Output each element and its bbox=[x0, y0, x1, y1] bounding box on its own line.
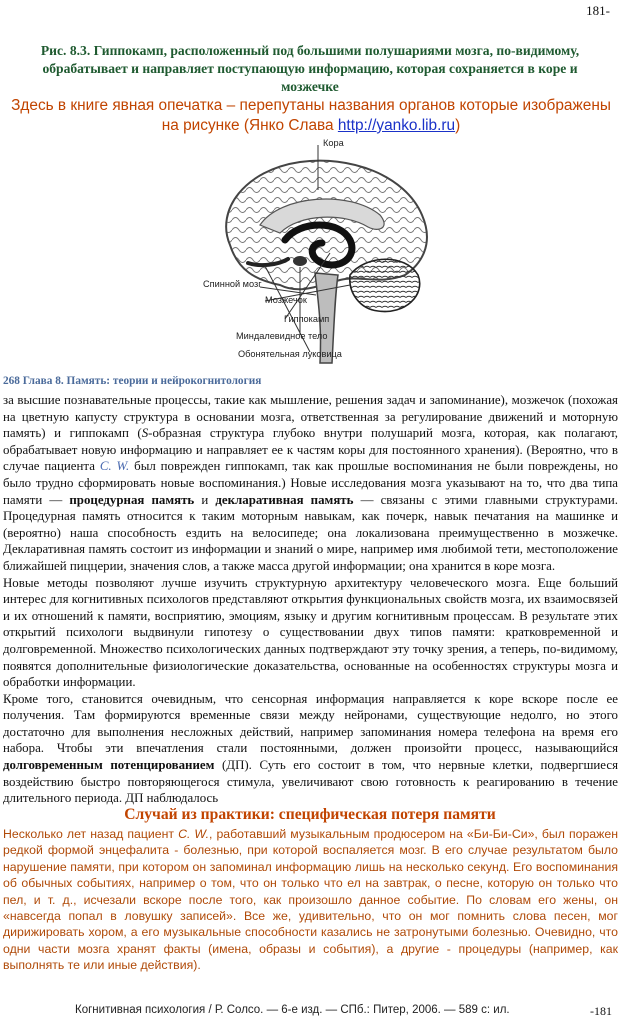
patient-name: С. W. bbox=[99, 459, 130, 474]
s-letter: S bbox=[141, 426, 149, 441]
body-text bbox=[3, 392, 618, 807]
case-study-text: Несколько лет назад пациент С. W., работавший музыкальным продюсером на «Би-Би-Си», был поражен редкой формой энцефалита - болезнью, при которой воспаляется мозг. В его случае результатом было нарушение памяти, при котором он запоминал информацию лишь на несколько секунд. Его воспоминания об обычных событиях, например о том, что он только что ел на завтрак, о песне, которую он только что пел, и т. д., исчезали вскоре после того, как произошло данное событие. По словам его жены, он «навсегда попал в ловушку записей». Все же, удивительно, что он мог помнить слова песен, мог дирижировать хором, а его музыкальные способности казались не затронутыми болезнью. Очевидно, что одни части мозга хранят факты (имена, образы и события), а другие - процедуры (например, как выполнять те или иные действия). bbox=[3, 827, 618, 973]
editor-note-close: ) bbox=[455, 117, 461, 134]
page-number-bottom: -181 bbox=[590, 1004, 612, 1018]
editor-note-text: Здесь в книге явная опечатка – перепутаны названия органов которые изображены на рисунке (Янко Слава bbox=[11, 97, 611, 134]
term-procedural-memory: процедурная память bbox=[69, 492, 195, 507]
cerebellum bbox=[350, 259, 420, 311]
label-olfactory-bulb: Обонятельная луковица bbox=[238, 349, 342, 359]
label-amygdala: Миндалевидное тело bbox=[236, 331, 328, 341]
editor-note bbox=[8, 96, 614, 136]
term-declarative-memory: декларативная память bbox=[215, 492, 354, 507]
label-cortex: Кора bbox=[323, 138, 344, 148]
source-link[interactable]: http://yanko.lib.ru bbox=[337, 117, 456, 134]
paragraph-3: Кроме того, становится очевидным, что сенсорная информация направляется к коре вскоре после ее получения. Там формируются временные связи между нейронами, существующие недолго, но этого достаточно для выполнения несложных действий, например запоминания номера телефона на время его набора. Чтобы эти впечатления стали постоянными, должен произойти процесс, называющийся долговременным потенцированием (ДП). Суть его состоит в том, что нервные клетки, подвергшиеся воздействию быстро повторяющегося стимула, увеличивают свою готовность к реагированию в течение длительного периода. ДП наблюдалось bbox=[3, 691, 619, 806]
label-spinal-cord: Спинной мозг bbox=[203, 279, 262, 289]
term-ltp: долговременным потенцированием bbox=[3, 758, 215, 773]
figure-caption: Рис. 8.3. Гиппокамп, расположенный под большими полушариями мозга, по-видимому, обрабатывает и направляет поступающую информацию, которая сохраняется в коре и мозжечке bbox=[40, 43, 580, 94]
brain-illustration bbox=[190, 135, 450, 370]
paragraph-1: за высшие познавательные процессы, такие как мышление, решения задач и запоминание), мозжечок (похожая на цветную капусту структура в основании мозга, ответственная за регулирование движений и моторную память) и гиппокамп (S-образная структура глубоко внутри полушарий мозга, которая, как полагают, обрабатывает новую информацию и направляет ее к частям коры для постоянного хранения). (Вероятно, что в случае пациента С. W. был поврежден гиппокамп, так как прошлые воспоминания не были повреждены, но было трудно сформировать новые воспоминания.) Новые исследования мозга указывают на то, что два типа памяти — процедурная память и декларативная память — связаны с этими главными структурами. Процедурная память относится к таким моторным навыкам, как почерк, навык печатания на машинке и (вероятно) наша способность ездить на велосипеде; она локализована преимущественно в мозжечке. Декларативная память состоит из информации и знаний о мире, например имя любимой тети, местоположение ближайшей пиццерии, значения слов, а также масса другой информации; она хранится в коре мозга. bbox=[3, 393, 619, 573]
label-hippocampus: Гиппокамп bbox=[284, 314, 330, 324]
brain-figure bbox=[190, 135, 450, 370]
footer-citation: Когнитивная психология / Р. Солсо. — 6-е изд. — СПб.: Питер, 2006. — 589 с: ил. bbox=[75, 1004, 510, 1016]
case-patient-name: С. W. bbox=[178, 827, 209, 841]
paragraph-2: Новые методы позволяют лучше изучить структурную архитектуру человеческого мозга. Еще больший интерес для когнитивных психологов представляют открытия функциональных свойств мозга, их взаимосвязей и их отношений к памяти, восприятию, эмоциям, языку и другим когнитивным процессам. В результате этих открытий психологи выдвинули гипотезу о существовании двух типов памяти: кратковременной и долговременной. Множество психологических данных подтверждают эту точку зрения, а теперь, по-видимому, появятся дополнительные физиологические доказательства, основанные на особенностях структуры мозга и обработки информации. bbox=[3, 575, 618, 690]
amygdala bbox=[293, 256, 307, 266]
page-number-top: 181- bbox=[586, 3, 610, 18]
chapter-header: 268 Глава 8. Память: теории и нейрокогнитология bbox=[3, 375, 262, 387]
label-cerebellum: Мозжечок bbox=[265, 295, 307, 305]
case-study-title: Случай из практики: специфическая потеря памяти bbox=[124, 806, 496, 823]
